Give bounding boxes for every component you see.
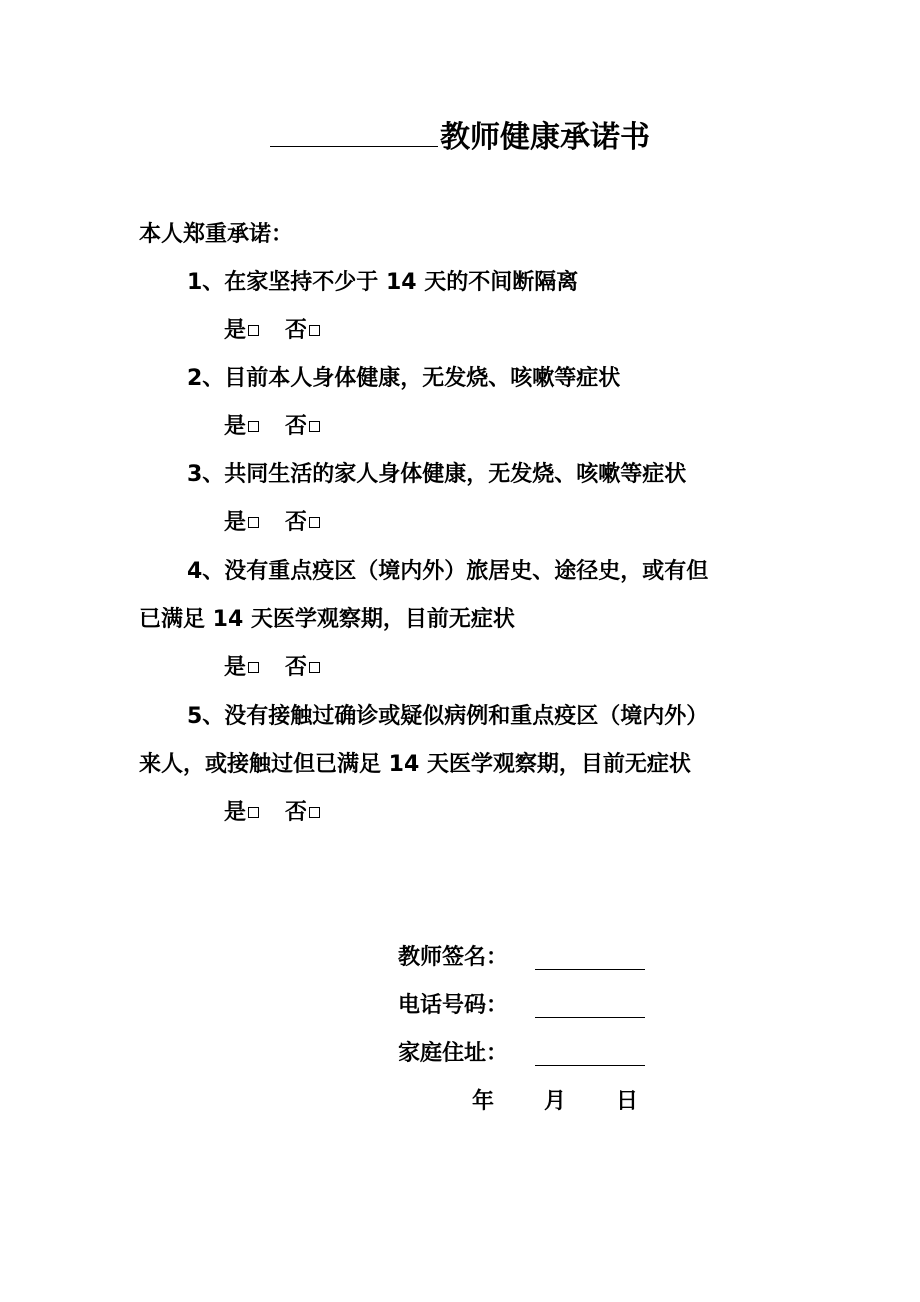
yes-label: 是 xyxy=(224,800,247,825)
yes-checkbox[interactable] xyxy=(248,807,259,818)
yes-checkbox[interactable] xyxy=(248,517,259,528)
item-2-text: 2、目前本人身体健康，无发烧、咳嗽等症状 xyxy=(187,366,621,391)
item-4-text-line-2: 已满足 14 天医学观察期，目前无症状 xyxy=(139,607,515,632)
date-row xyxy=(472,1087,638,1117)
yes-label: 是 xyxy=(224,655,247,680)
intro-text: 本人郑重承诺： xyxy=(139,222,294,247)
no-option[interactable] xyxy=(285,414,320,439)
no-checkbox[interactable] xyxy=(309,662,320,673)
school-name-blank[interactable] xyxy=(270,116,438,147)
item-2-options xyxy=(224,412,320,442)
no-label: 否 xyxy=(285,414,308,439)
yes-option[interactable] xyxy=(224,655,259,680)
no-checkbox[interactable] xyxy=(309,807,320,818)
no-checkbox[interactable] xyxy=(309,517,320,528)
item-1-options xyxy=(224,316,320,346)
item-5-text-line-1: 5、没有接触过确诊或疑似病例和重点疫区（境内外） xyxy=(187,704,709,729)
home-address-row xyxy=(398,1039,508,1069)
teacher-signature-row xyxy=(398,943,508,973)
no-label: 否 xyxy=(285,655,308,680)
date-year-label: 年 xyxy=(472,1089,495,1114)
item-4-text-line-1: 4、没有重点疫区（境内外）旅居史、途径史，或有但 xyxy=(187,559,709,584)
item-5-options xyxy=(224,798,320,828)
date-day-label: 日 xyxy=(616,1089,639,1114)
no-option[interactable] xyxy=(285,318,320,343)
home-address-field[interactable] xyxy=(535,1065,645,1066)
no-checkbox[interactable] xyxy=(309,325,320,336)
yes-option[interactable] xyxy=(224,414,259,439)
yes-option[interactable] xyxy=(224,318,259,343)
home-address-label: 家庭住址： xyxy=(398,1041,509,1066)
yes-option[interactable] xyxy=(224,800,259,825)
teacher-signature-label: 教师签名： xyxy=(398,945,509,970)
yes-label: 是 xyxy=(224,510,247,535)
item-4-options xyxy=(224,653,320,683)
yes-checkbox[interactable] xyxy=(248,662,259,673)
item-3-options xyxy=(224,508,320,538)
yes-option[interactable] xyxy=(224,510,259,535)
phone-number-row xyxy=(398,991,508,1021)
item-5-text-line-2: 来人，或接触过但已满足 14 天医学观察期，目前无症状 xyxy=(139,752,691,777)
no-label: 否 xyxy=(285,318,308,343)
item-3-text: 3、共同生活的家人身体健康，无发烧、咳嗽等症状 xyxy=(187,462,687,487)
yes-checkbox[interactable] xyxy=(248,421,259,432)
document-title: 教师健康承诺书 xyxy=(440,120,650,155)
no-label: 否 xyxy=(285,800,308,825)
item-1-text: 1、在家坚持不少于 14 天的不间断隔离 xyxy=(187,270,579,295)
yes-label: 是 xyxy=(224,414,247,439)
yes-checkbox[interactable] xyxy=(248,325,259,336)
teacher-signature-field[interactable] xyxy=(535,969,645,970)
no-checkbox[interactable] xyxy=(309,421,320,432)
no-option[interactable] xyxy=(285,510,320,535)
date-month-label: 月 xyxy=(544,1089,567,1114)
phone-number-label: 电话号码： xyxy=(398,993,509,1018)
yes-label: 是 xyxy=(224,318,247,343)
no-option[interactable] xyxy=(285,655,320,680)
title-row xyxy=(0,116,920,158)
phone-number-field[interactable] xyxy=(535,1017,645,1018)
no-option[interactable] xyxy=(285,800,320,825)
no-label: 否 xyxy=(285,510,308,535)
